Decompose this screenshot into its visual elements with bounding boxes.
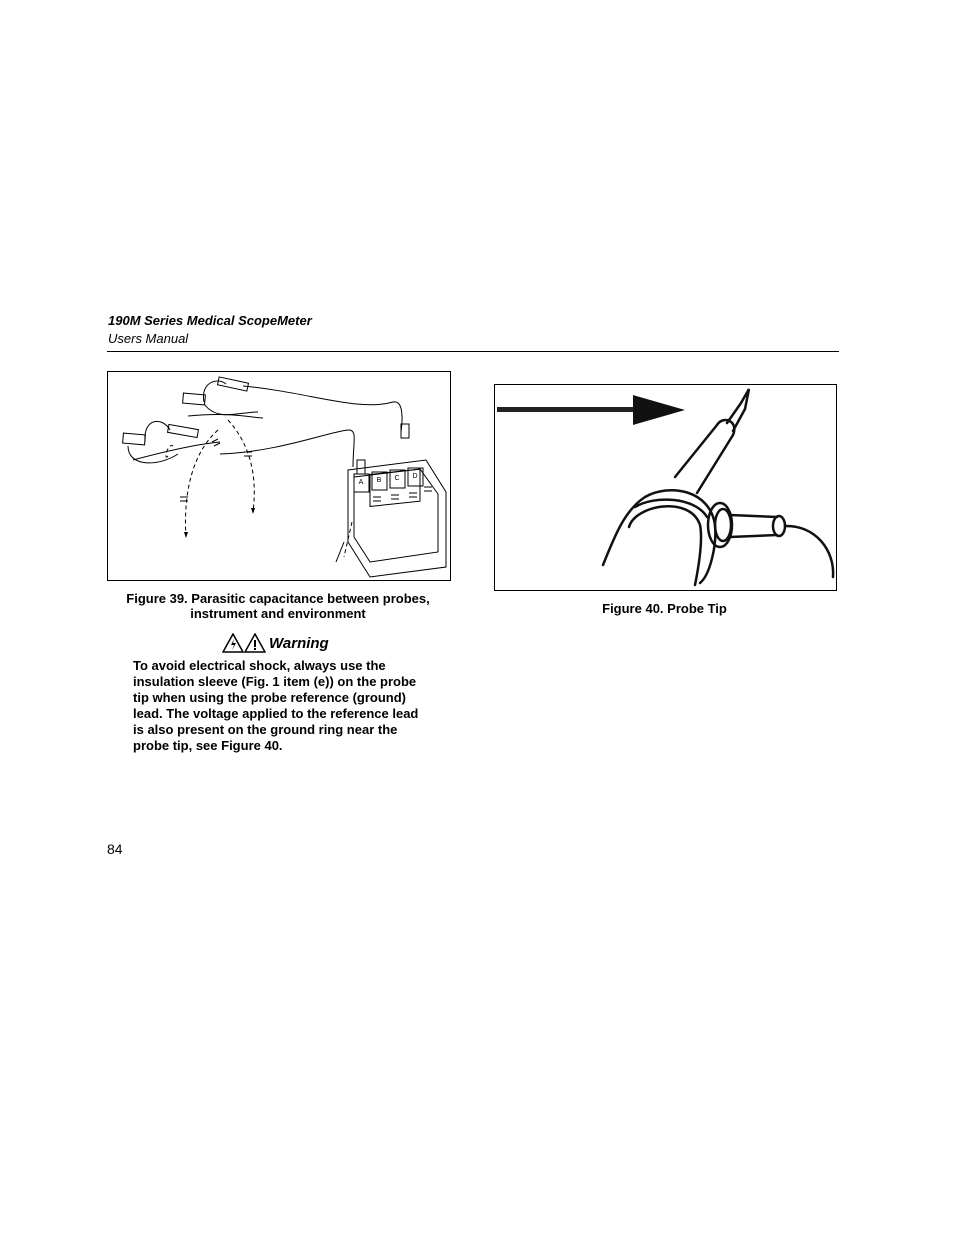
document-title: 190M Series Medical ScopeMeter bbox=[108, 313, 312, 328]
page-number: 84 bbox=[107, 841, 123, 857]
channel-label-c: C bbox=[394, 475, 400, 482]
figure-40-caption: Figure 40. Probe Tip bbox=[602, 601, 727, 616]
caution-icon bbox=[244, 633, 266, 653]
shock-hazard-icon bbox=[222, 633, 244, 653]
warning-line-1: To avoid electrical shock, always use the bbox=[133, 658, 386, 673]
parasitic-capacitance-drawing bbox=[108, 372, 450, 580]
warning-label: Warning bbox=[269, 634, 329, 652]
warning-line-6: probe tip, see Figure 40. bbox=[133, 738, 283, 753]
warning-heading bbox=[222, 632, 329, 654]
warning-text bbox=[133, 658, 433, 754]
probe-tip-drawing bbox=[495, 385, 836, 590]
channel-label-b: B bbox=[376, 477, 382, 484]
document-subtitle: Users Manual bbox=[108, 331, 189, 346]
warning-line-4: lead. The voltage applied to the reference lead bbox=[133, 706, 419, 721]
figure-39-caption bbox=[110, 591, 446, 621]
figure-40-illustration bbox=[494, 384, 837, 591]
channel-label-a: A bbox=[358, 479, 364, 486]
warning-line-2: insulation sleeve (Fig. 1 item (e)) on the probe bbox=[133, 674, 417, 689]
warning-line-5: is also present on the ground ring near the bbox=[133, 722, 398, 737]
warning-line-3: tip when using the probe reference (ground) bbox=[133, 690, 407, 705]
figure-39-illustration bbox=[107, 371, 451, 581]
figure-39-caption-line-2: instrument and environment bbox=[190, 606, 366, 621]
header-rule bbox=[107, 351, 839, 352]
channel-label-d: D bbox=[412, 473, 418, 480]
figure-39-caption-line-1: Figure 39. Parasitic capacitance between probes, bbox=[126, 591, 430, 606]
